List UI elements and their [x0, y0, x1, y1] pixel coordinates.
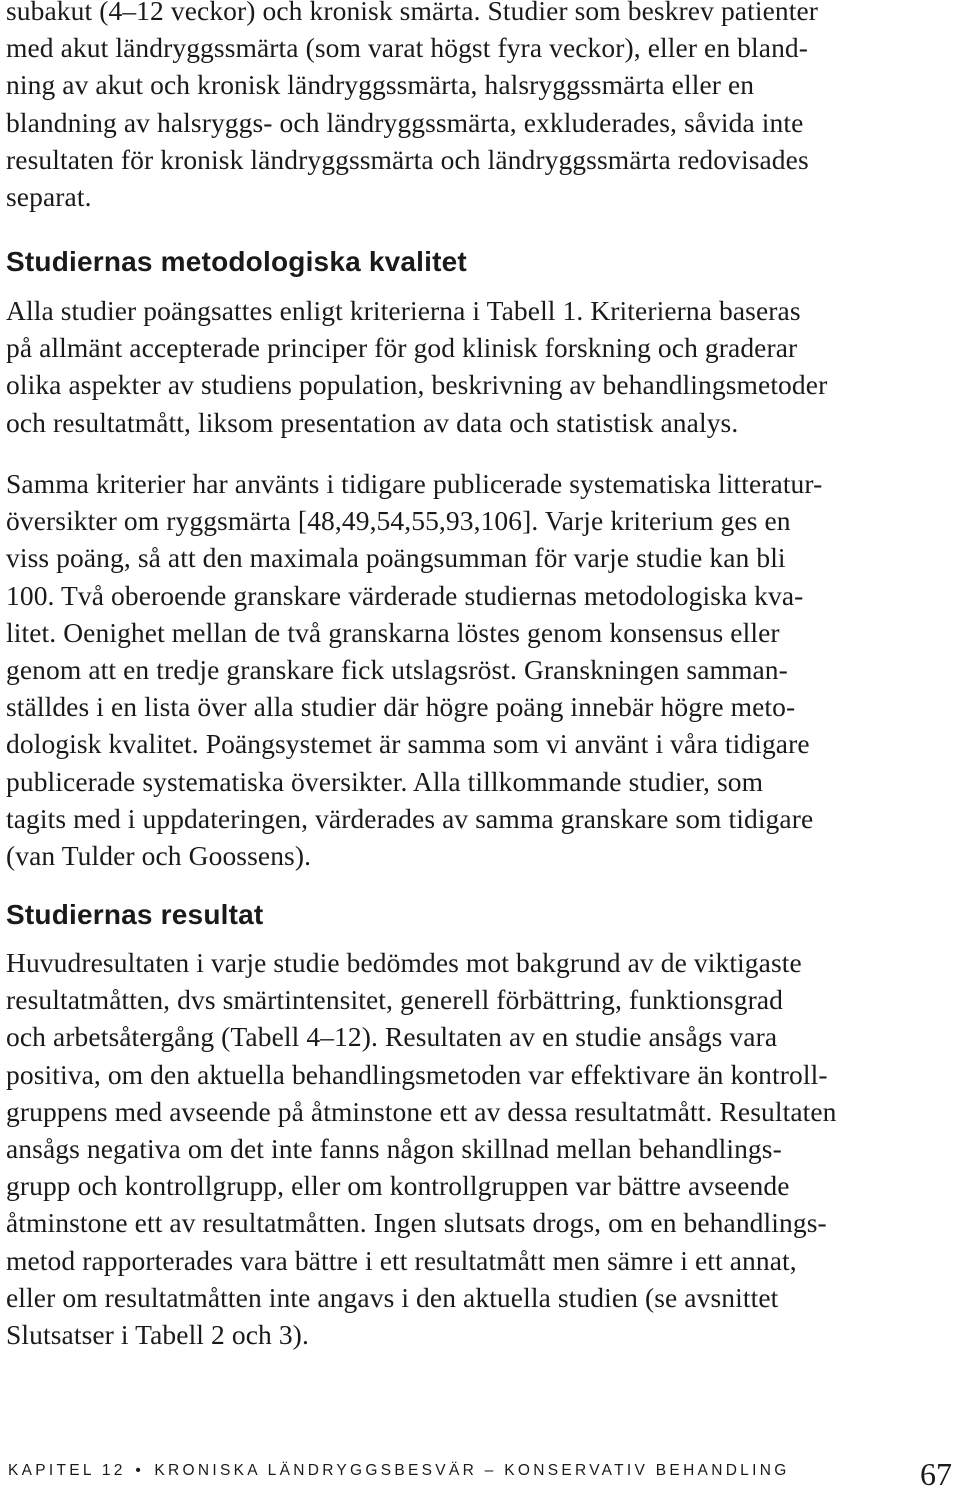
running-footer	[8, 1462, 790, 1480]
text-line: blandning av halsryggs- och ländryggssmärta, exkluderades, såvida inte	[6, 106, 804, 138]
text-line: Samma kriterier har använts i tidigare publicerade systematiska litteratur-	[6, 468, 823, 499]
text-line: ansågs negativa om det inte fanns någon skillnad mellan behandlings-	[6, 1133, 782, 1165]
text-line: åtminstone ett av resultatmåtten. Ingen slutsats drogs, om en behandlings-	[6, 1207, 827, 1239]
bullet-separator-icon: •	[135, 1462, 141, 1479]
text-line: resultatmåtten, dvs smärtintensitet, generell förbättring, funktionsgrad	[6, 984, 783, 1016]
text-line: dologisk kvalitet. Poängsystemet är samma som vi använt i våra tidigare	[6, 728, 810, 760]
text-line: separat.	[6, 181, 92, 213]
text-line: Huvudresultaten i varje studie bedömdes mot bakgrund av de viktigaste	[6, 947, 802, 978]
method-paragraph-1	[6, 292, 827, 441]
text-line: med akut ländryggssmärta (som varat högst fyra veckor), eller en bland-	[6, 32, 809, 64]
results-paragraph	[6, 944, 837, 1353]
intro-paragraph	[6, 0, 818, 215]
text-line: metod rapporterades vara bättre i ett resultatmått men sämre i ett annat,	[6, 1244, 797, 1276]
text-line: grupp och kontrollgrupp, eller om kontrollgruppen var bättre avseende	[6, 1170, 790, 1202]
text-line: eller om resultatmåtten inte angavs i den aktuella studien (se avsnittet	[6, 1281, 779, 1313]
section-heading-method-quality: Studiernas metodologiska kvalitet	[6, 246, 467, 277]
text-line: resultaten för kronisk ländryggssmärta och ländryggssmärta redovisades	[6, 143, 809, 175]
text-line: publicerade systematiska översikter. Alla tillkommande studier, som	[6, 765, 764, 797]
footer-chapter: KAPITEL 12	[8, 1462, 126, 1479]
text-line: (van Tulder och Goossens).	[6, 840, 312, 872]
text-line: Alla studier poängsattes enligt kriterierna i Tabell 1. Kriterierna baseras	[6, 295, 801, 326]
page-number: 67	[920, 1456, 952, 1492]
text-line: genom att en tredje granskare fick utslagsröst. Granskningen samman-	[6, 654, 788, 686]
text-line: översikter om ryggsmärta [48,49,54,55,93,106]. Varje kriterium ges en	[6, 505, 791, 537]
text-line: 100. Två oberoende granskare värderade studiernas metodologiska kva-	[6, 579, 804, 611]
text-line: och arbetsåtergång (Tabell 4–12). Resultaten av en studie ansågs vara	[6, 1021, 778, 1053]
text-line: gruppens med avseende på åtminstone ett av dessa resultatmått. Resultaten	[6, 1095, 837, 1127]
text-line: olika aspekter av studiens population, beskrivning av behandlingsmetoder	[6, 369, 828, 401]
text-line: subakut (4–12 veckor) och kronisk smärta. Studier som beskrev patienter	[6, 0, 819, 26]
text-line: ställdes i en lista över alla studier där högre poäng innebär högre meto-	[6, 691, 796, 723]
text-line: och resultatmått, liksom presentation av data och statistisk analys.	[6, 406, 739, 438]
text-line: positiva, om den aktuella behandlingsmetoden var effektivare än kontroll-	[6, 1058, 828, 1090]
page-footer	[8, 1456, 952, 1492]
text-line: viss poäng, så att den maximala poängsumman för varje studie kan bli	[6, 542, 786, 574]
text-line: Slutsatser i Tabell 2 och 3).	[6, 1319, 309, 1351]
text-line: på allmänt accepterade principer för god klinisk forskning och graderar	[6, 332, 798, 364]
text-line: tagits med i uppdateringen, värderades av samma granskare som tidigare	[6, 802, 814, 834]
text-line: litet. Oenighet mellan de två granskarna löstes genom konsensus eller	[6, 616, 780, 648]
method-paragraph-2	[6, 465, 822, 874]
footer-title: KRONISKA LÄNDRYGGSBESVÄR – KONSERVATIV BEHANDLING	[154, 1462, 790, 1479]
text-line: ning av akut och kronisk ländryggssmärta, halsryggssmärta eller en	[6, 69, 755, 101]
section-heading-results: Studiernas resultat	[6, 899, 264, 930]
